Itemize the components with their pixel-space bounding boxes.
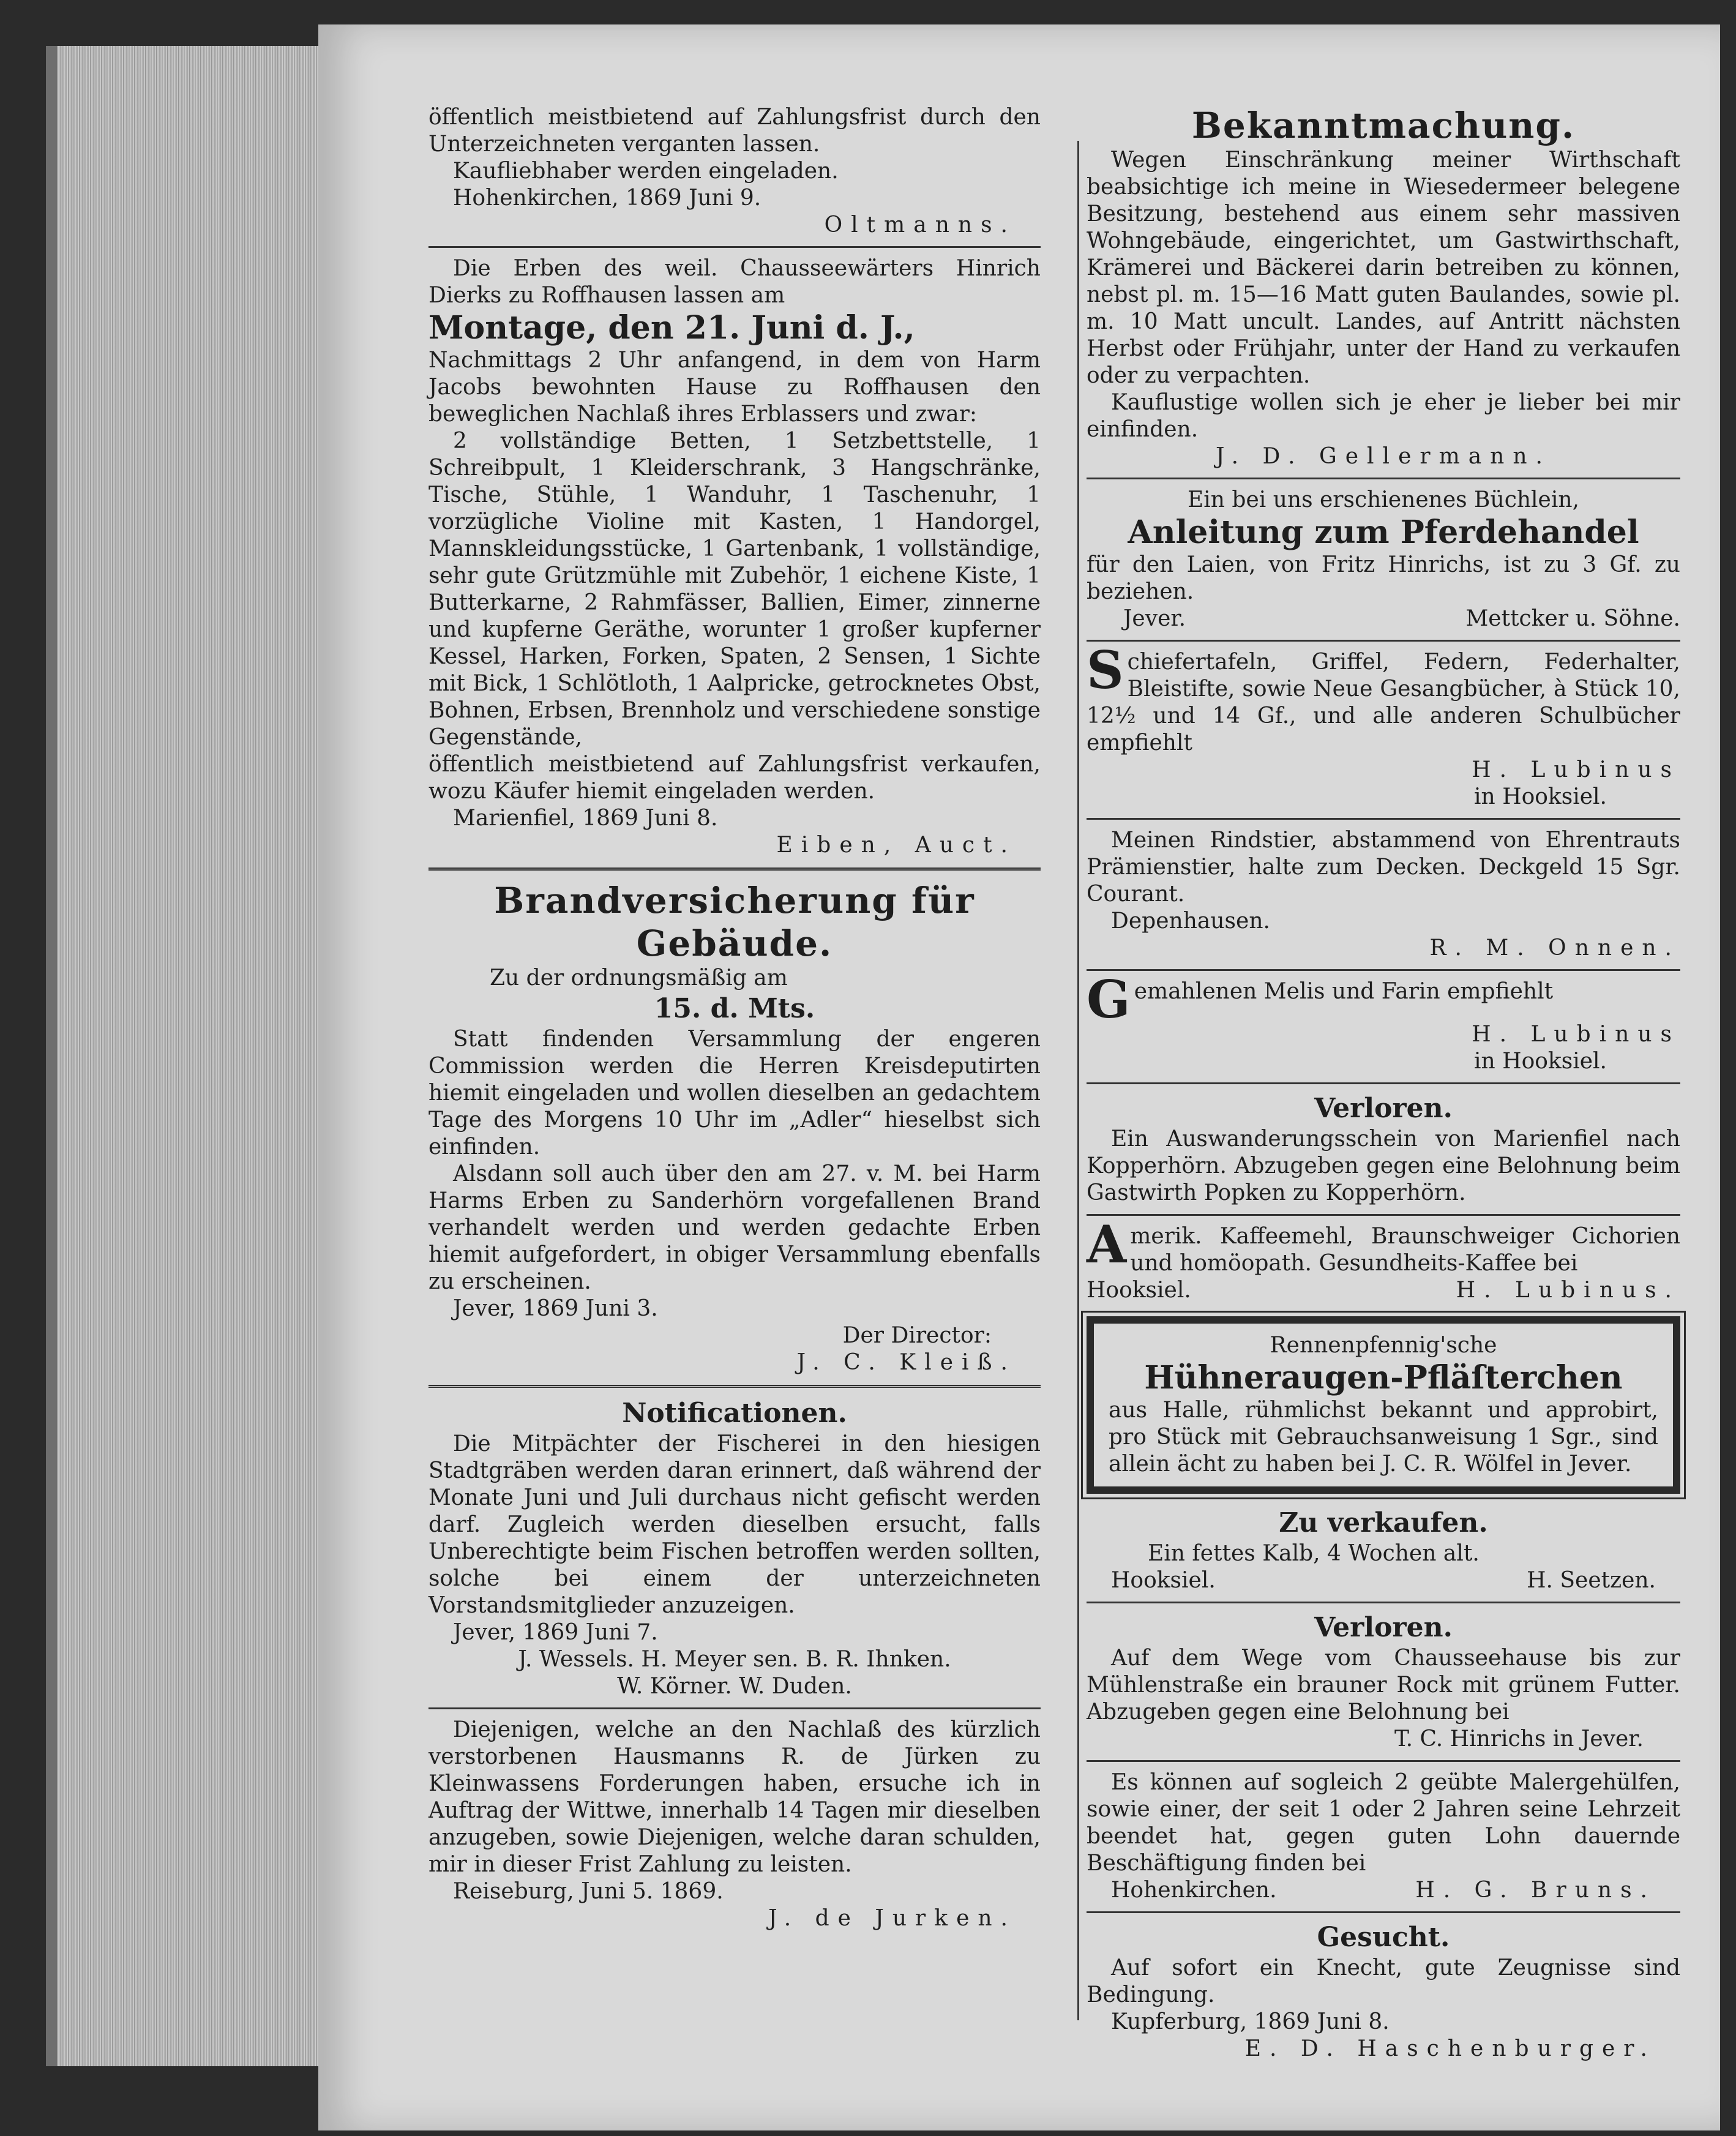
- school-supplies-ad: [1087, 640, 1680, 811]
- sugar-ad-place: in Hooksiel.: [1474, 1049, 1607, 1074]
- notifications-signatures-1: J. Wessels. H. Meyer sen. B. R. Ihnken.: [518, 1647, 951, 1672]
- school-supplies-place: in Hooksiel.: [1474, 784, 1607, 809]
- right-column: [1087, 104, 1680, 2063]
- estate-auction-body: Nachmittags 2 Uhr anfangend, in dem von Harm Jacobs bewohnten Hause zu Roffhausen den beweglichen Nachlaß ihres Erblassers und zwar:: [428, 348, 1041, 427]
- book-ad-body: für den Laien, von Fritz Hinrichs, ist zu 3 Gf. zu beziehen.: [1087, 552, 1680, 604]
- for-sale-footer: [1087, 1567, 1680, 1594]
- divider: [1087, 478, 1680, 479]
- divider: [1087, 1911, 1680, 1913]
- coffee-ad: [1087, 1214, 1680, 1304]
- divider: [1087, 969, 1680, 971]
- notice-signature: Oltmanns.: [824, 212, 1016, 238]
- sugar-ad-signature: H. Lubinus: [1472, 1022, 1680, 1047]
- notice-invite: Kaufliebhaber werden eingeladen.: [453, 159, 839, 184]
- divider: [1087, 1760, 1680, 1762]
- bull-ad-place: Depenhausen.: [1111, 909, 1270, 934]
- column-divider: [1077, 141, 1079, 2020]
- estate-claims-signature: J. de Jurken.: [768, 1906, 1016, 1931]
- sugar-ad-body: emahlenen Melis und Farin empfiehlt: [1134, 979, 1554, 1004]
- announcement-body: Wegen Einschränkung meiner Wirthschaft beabsichtige ich meine in Wiesedermeer belegene Besitzung, bestehend aus einem sehr massiven Wohngebäude, eingerichtet, um Gastwirthschaft, Krämerei und Bäckerei darin betreiben zu können, nebst pl. m. 15—16 Matt guten Baulandes, sowie pl. m. 10 Matt uncult. Landes, auf Antritt nächsten Herbst oder Frühjahr, unter der Hand zu verkaufen oder zu verpachten.: [1087, 148, 1680, 388]
- coffee-ad-body: merik. Kaffeemehl, Braunschweiger Cichorien und homöopath. Gesundheits-Kaffee bei: [1130, 1224, 1680, 1276]
- estate-claims-body: Diejenigen, welche an den Nachlaß des kürzlich verstorbenen Hausmanns R. de Jürken zu Kleinwassens Forderungen haben, ersuche ich in Auftrag der Wittwe, innerhalb 14 Tagen mir dieselben anzugeben, sowie Diejenigen, welche daran schulden, mir in dieser Frist Zahlung zu leisten.: [428, 1717, 1041, 1877]
- left-column: [428, 104, 1041, 1932]
- estate-auction-signature: Eiben, Auct.: [776, 833, 1016, 858]
- lost-body-2: Auf dem Wege vom Chausseehause bis zur Mühlenstraße ein brauner Rock mit grünem Futter. Abzugeben gegen eine Belohnung bei: [1087, 1646, 1680, 1725]
- notifications-signatures-2: W. Körner. W. Duden.: [617, 1674, 852, 1699]
- book-ad-title: Anleitung zum Pferdehandel: [1128, 514, 1639, 551]
- drop-cap: G: [1087, 969, 1131, 1030]
- painter-wanted-place: Hohenkirchen.: [1111, 1878, 1277, 1903]
- for-sale-place: Hooksiel.: [1111, 1568, 1216, 1593]
- notifications-heading: Notificationen.: [622, 1398, 847, 1429]
- book-page-edges: [46, 46, 339, 2066]
- divider: [428, 868, 1041, 871]
- announcement-signature: J. D. Gellermann.: [1215, 444, 1551, 469]
- divider: [428, 1707, 1041, 1709]
- bull-ad-signature: R. M. Onnen.: [1429, 935, 1680, 961]
- estate-claims-place-date: Reiseburg, Juni 5. 1869.: [453, 1879, 724, 1904]
- estate-auction-date: Montage, den 21. Juni d. J.,: [428, 309, 915, 347]
- for-sale-signature: H. Seetzen.: [1527, 1568, 1656, 1593]
- coffee-ad-place: Hooksiel.: [1087, 1278, 1191, 1303]
- wanted-heading: Gesucht.: [1317, 1922, 1450, 1953]
- coffee-ad-footer: [1087, 1277, 1680, 1304]
- estate-auction-place-date: Marienfiel, 1869 Juni 8.: [453, 806, 718, 831]
- painter-wanted-body: Es können auf sogleich 2 geübte Malergehülfen, sowie einer, der seit 1 oder 2 Jahren seine Lehrzeit beendet hat, gegen guten Lohn dauernde Beschäftigung finden bei: [1087, 1770, 1680, 1876]
- corn-plaster-ad-box: [1087, 1316, 1680, 1494]
- bull-ad-body: Meinen Rindstier, abstammend von Ehrentrauts Prämienstier, halte zum Decken. Deckgeld 15 Sgr. Courant.: [1087, 828, 1680, 907]
- book-ad-signature: Mettcker u. Söhne.: [1465, 606, 1680, 631]
- divider: [1087, 818, 1680, 820]
- corn-plaster-body: aus Halle, rühmlichst bekannt und approbirt, pro Stück mit Gebrauchsanweisung 1 Sgr., sind allein ächt zu haben bei J. C. R. Wölfel in Jever.: [1109, 1398, 1658, 1477]
- estate-auction-close: öffentlich meistbietend auf Zahlungsfrist verkaufen, wozu Käufer hiemit eingeladen werden.: [428, 752, 1041, 804]
- fire-insurance-body2: Alsdann soll auch über den am 27. v. M. bei Harm Harms Erben zu Sanderhörn vorgefallenen Brand verhandelt werden und werden gedachte Erben hiemit aufgefordert, in obiger Versammlung ebenfalls zu erscheinen.: [428, 1161, 1041, 1294]
- school-supplies-body: chiefertafeln, Griffel, Federn, Federhalter, Bleistifte, sowie Neue Gesangbücher, à Stück 10, 12½ und 14 Gf., und alle anderen Schulbücher empfiehlt: [1087, 650, 1680, 755]
- book-ad-intro: Ein bei uns erschienenes Büchlein,: [1187, 487, 1580, 512]
- lost-body-1: Ein Auswanderungsschein von Marienfiel nach Kopperhörn. Abzugeben gegen eine Belohnung beim Gastwirth Popken zu Kopperhörn.: [1087, 1126, 1680, 1205]
- fire-insurance-heading: Brandversicherung für Gebäude.: [494, 880, 975, 964]
- fire-insurance-role: Der Director:: [842, 1323, 992, 1348]
- for-sale-body: Ein fettes Kalb, 4 Wochen alt.: [1148, 1541, 1480, 1566]
- fire-insurance-place-date: Jever, 1869 Juni 3.: [453, 1296, 658, 1321]
- notifications-body: Die Mitpächter der Fischerei in den hiesigen Stadtgräben werden daran erinnert, daß während der Monate Juni und Juli durchaus nicht gefischt werden darf. Zugleich werden dieselben ersucht, falls Unberechtigte beim Fischen betroffen werden sollten, solche bei einem der unterzeichneten Vorstandsmitglieder anzuzeigen.: [428, 1431, 1041, 1618]
- divider: [1087, 1602, 1680, 1603]
- painter-wanted-signature: H. G. Bruns.: [1415, 1878, 1656, 1903]
- corn-plaster-title: Hühneraugen-Pfläſterchen: [1144, 1359, 1623, 1396]
- wanted-place-date: Kupferburg, 1869 Juni 8.: [1111, 2009, 1390, 2034]
- lost-signature-2: T. C. Hinrichs in Jever.: [1394, 1726, 1644, 1752]
- book-ad-place: Jever.: [1123, 606, 1186, 631]
- school-supplies-signature: H. Lubinus: [1472, 757, 1680, 782]
- notice-place-date: Hohenkirchen, 1869 Juni 9.: [453, 185, 761, 211]
- divider: [428, 246, 1041, 248]
- notice-auction-hohenkirchen-text: öffentlich meistbietend auf Zahlungsfrist durch den Unterzeichneten verganten lassen.: [428, 105, 1041, 157]
- divider: [1087, 1214, 1680, 1216]
- estate-auction-items: 2 vollständige Betten, 1 Setzbettstelle, 1 Schreibpult, 1 Kleiderschrank, 3 Hangschränke, Tische, Stühle, 1 Wanduhr, 1 Taschenuhr, 1 vorzügliche Violine mit Kasten, 1 Handorgel, Mannskleidungsstücke, 1 Gartenbank, 1 vollständige, sehr gute Grützmühle mit Zubehör, 1 eichene Kiste, 1 Butterkarne, 2 Rahmfässer, Ballien, Eimer, zinnerne und kupferne Geräthe, worunter 1 großer kupferner Kessel, Harken, Forken, Spaten, 2 Sensen, 1 Sichte mit Bick, 1 Schlötloth, 1 Aalpricke, getrocknetes Obst, Bohnen, Erbsen, Brennholz und verschiedene sonstige Gegenstände,: [428, 429, 1041, 750]
- painter-wanted-footer: [1087, 1877, 1680, 1904]
- notifications-place-date: Jever, 1869 Juni 7.: [453, 1620, 658, 1645]
- fire-insurance-signature: J. C. Kleiß.: [796, 1350, 1016, 1375]
- announcement-close: Kauflustige wollen sich je eher je lieber bei mir einfinden.: [1087, 390, 1680, 442]
- for-sale-heading: Zu verkaufen.: [1279, 1507, 1488, 1538]
- fire-insurance-body1: Statt findenden Versammlung der engeren Commission werden die Herren Kreisdeputirten hiemit eingeladen und wollen dieselben an gedachtem Tage des Morgens 10 Uhr im „Adler“ hieselbst sich einfinden.: [428, 1027, 1041, 1160]
- divider: [1087, 640, 1680, 642]
- drop-cap: A: [1087, 1214, 1127, 1275]
- estate-auction-intro: Die Erben des weil. Chausseewärters Hinrich Dierks zu Roffhausen lassen am: [428, 256, 1041, 308]
- wanted-signature: E. D. Haschenburger.: [1244, 2036, 1656, 2061]
- book-ad-footer: [1087, 605, 1680, 632]
- lost-heading-1: Verloren.: [1314, 1093, 1453, 1124]
- divider: [428, 1385, 1041, 1388]
- coffee-ad-signature: H. Lubinus.: [1456, 1278, 1680, 1303]
- wanted-body: Auf sofort ein Knecht, gute Zeugnisse sind Bedingung.: [1087, 1955, 1680, 2007]
- lost-heading-2: Verloren.: [1314, 1612, 1453, 1643]
- fire-insurance-sub: Zu der ordnungsmäßig am: [490, 965, 788, 991]
- corn-plaster-maker: Rennenpfennig'sche: [1270, 1333, 1497, 1358]
- divider: [1087, 1082, 1680, 1084]
- sugar-ad: [1087, 969, 1680, 1075]
- drop-cap: S: [1087, 640, 1124, 700]
- fire-insurance-date: 15. d. Mts.: [654, 993, 815, 1024]
- announcement-heading: Bekanntmachung.: [1191, 105, 1576, 146]
